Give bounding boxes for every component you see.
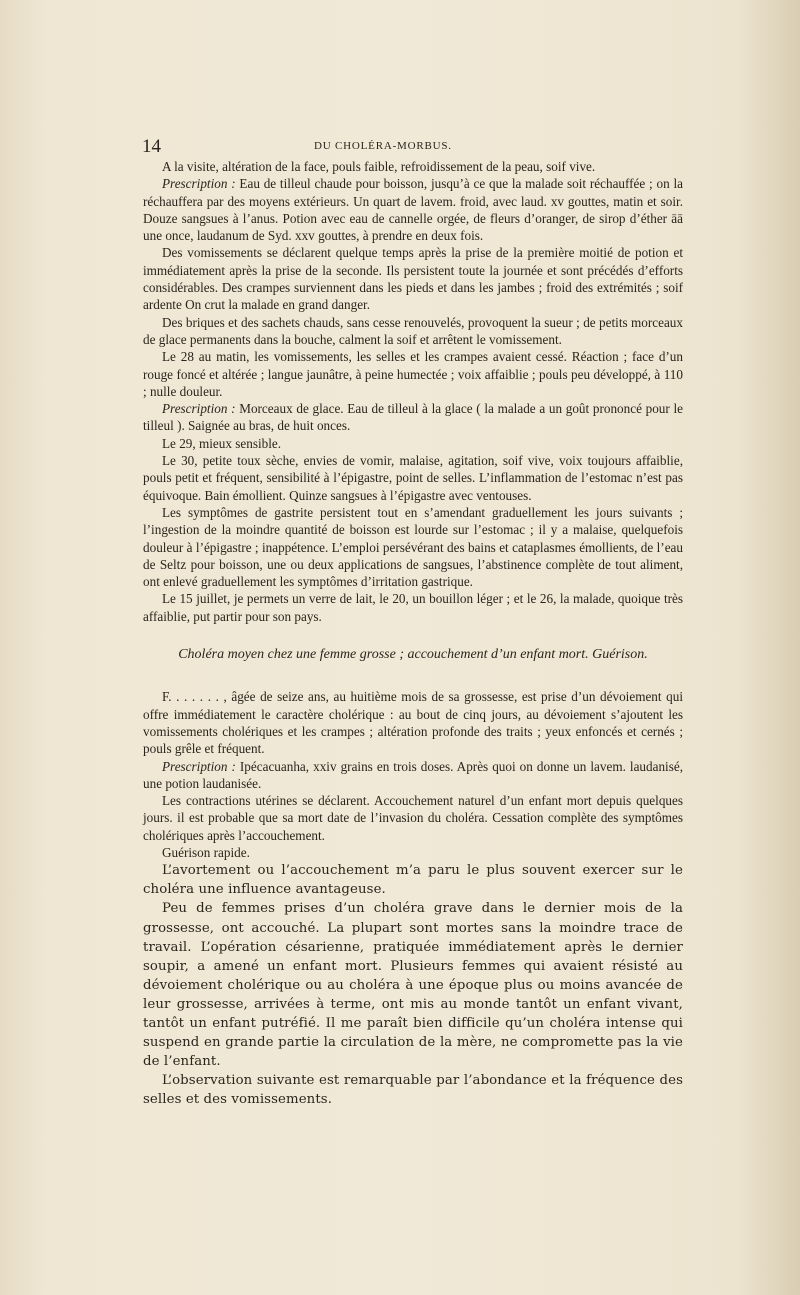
paragraph-text: Ipécacuanha, xxiv grains en trois doses. Après quoi on donne un lavem. laudanisé, une potion laudanisée.: [143, 758, 684, 791]
paragraph: Le 15 juillet, je permets un verre de lait, le 20, un bouillon léger ; et le 26, la malade, quoique très affaiblie, put partir pour son pays.: [143, 591, 683, 624]
page-body: [143, 158, 683, 1110]
paragraph: L’avortement ou l’accouchement m’a paru le plus souvent exercer sur le choléra une influence avantageuse.: [143, 863, 683, 898]
prescription-label: Prescription :: [162, 401, 236, 417]
commentary: [143, 861, 683, 1109]
paragraph: Guérison rapide.: [162, 844, 250, 860]
paragraph: [143, 758, 683, 793]
running-head: DU CHOLÉRA-MORBUS.: [314, 140, 452, 152]
paragraph: L’observation suivante est remarquable par l’abondance et la fréquence des selles et des vomissements.: [143, 1073, 683, 1108]
paragraph: Le 30, petite toux sèche, envies de vomir, malaise, agitation, soif vive, voix toujours affaiblie, pouls petit et fréquent, sensibilité à l’épigastre, point de selles. L’inflammation de l’estomac n’est pas équivoque. Bain émollient. Quinze sangsues à l’épigastre avec ventouses.: [143, 453, 683, 503]
paragraph: [143, 400, 683, 435]
case-report-2: [143, 688, 683, 861]
paragraph: Des vomissements se déclarent quelque temps après la prise de la première moitié de potion et immédiatement après la prise de la seconde. Ils persistent toute la journée et sont précédés d’efforts considérables. Des crampes surviennent dans les pieds et dans les jambes ; froid des extrémités ; soif ardente On crut la malade en grand danger.: [143, 245, 683, 313]
paragraph: F. . . . . . . , âgée de seize ans, au huitième mois de sa grossesse, est prise d’un dévoiement qui offre immédiatement le caractère cholérique : au bout de cinq jours, au dévoiement s’ajoutent les vomissements cholériques et les crampes ; altération profonde des traits ; yeux enfoncés et cernés ; pouls grêle et fréquent.: [143, 689, 683, 757]
case-report-1: [143, 158, 683, 625]
paragraph: Les symptômes de gastrite persistent tout en s’amendant graduellement les jours suivants ; l’ingestion de la moindre quantité de boisson est lourde sur l’estomac ; il y a malaise, quelquefois douleur à l’épigastre ; inappétence. L’emploi persévérant des bains et cataplasmes émollients, de l’eau de Seltz pour boisson, une ou deux applications de sangsues, l’abstinence complète de tout aliment, ont enlevé graduellement les symptômes d’irritation gastrique.: [143, 504, 683, 590]
paragraph: Des briques et des sachets chauds, sans cesse renouvelés, provoquent la sueur ; de petits morceaux de glace permanents dans la bouche, calment la soif et arrêtent le vomissement.: [143, 314, 683, 347]
page-header: [142, 136, 682, 158]
paragraph-text: Eau de tilleul chaude pour boisson, jusqu’à ce que la malade soit réchauffée ; on la réchauffera par des moyens extérieurs. Un quart de lavem. froid, avec laud. xv gouttes, matin et soir. Douze sangsues à l’anus. Potion avec eau de cannelle orgée, de fleurs d’oranger, de sirop d’éther āā une once, laudanum de Syd. xxv gouttes, à prendre en deux fois.: [143, 176, 683, 244]
paragraph: A la visite, altération de la face, pouls faible, refroidissement de la peau, soif vive.: [162, 159, 596, 174]
prescription-label: Prescription :: [162, 758, 236, 774]
paragraph-text: Morceaux de glace. Eau de tilleul à la glace ( la malade a un goût prononcé pour le tilleul ). Saignée au bras, de huit onces.: [143, 401, 683, 434]
paragraph: Le 28 au matin, les vomissements, les selles et les crampes avaient cessé. Réaction ; face d’un rouge foncé et altérée ; langue jaunâtre, à peine humectée ; voix affaiblie ; pouls peu développé, à 110 ; nulle douleur.: [143, 349, 683, 399]
section-title: Choléra moyen chez une femme grosse ; accouchement d’un enfant mort. Guérison.: [178, 647, 648, 663]
paragraph: Peu de femmes prises d’un choléra grave dans le dernier mois de la grossesse, ont accouché. La plupart sont mortes sans la moindre trace de travail. L’opération césarienne, pratiquée immédiatement après le dernier soupir, a amené un enfant mort. Plusieurs femmes qui avaient résisté au dévoiement cholérique ou au choléra à une époque plus ou moins avancée de leur grossesse, arrivées à terme, ont mis au monde tantôt un enfant vivant, tantôt un enfant putréfié. Il me paraît bien difficile qu’un choléra intense qui suspend en grande partie la circulation de la mère, ne compromette pas la vie de l’enfant.: [143, 901, 683, 1070]
page-number: 14: [142, 136, 161, 157]
paragraph: Les contractions utérines se déclarent. Accouchement naturel d’un enfant mort depuis quelques jours. il est probable que sa mort date de l’invasion du choléra. Cessation complète des symptômes cholériques après l’accouchement.: [143, 793, 683, 843]
paragraph: [143, 175, 683, 244]
paragraph: Le 29, mieux sensible.: [162, 435, 282, 451]
prescription-label: Prescription :: [162, 176, 236, 192]
